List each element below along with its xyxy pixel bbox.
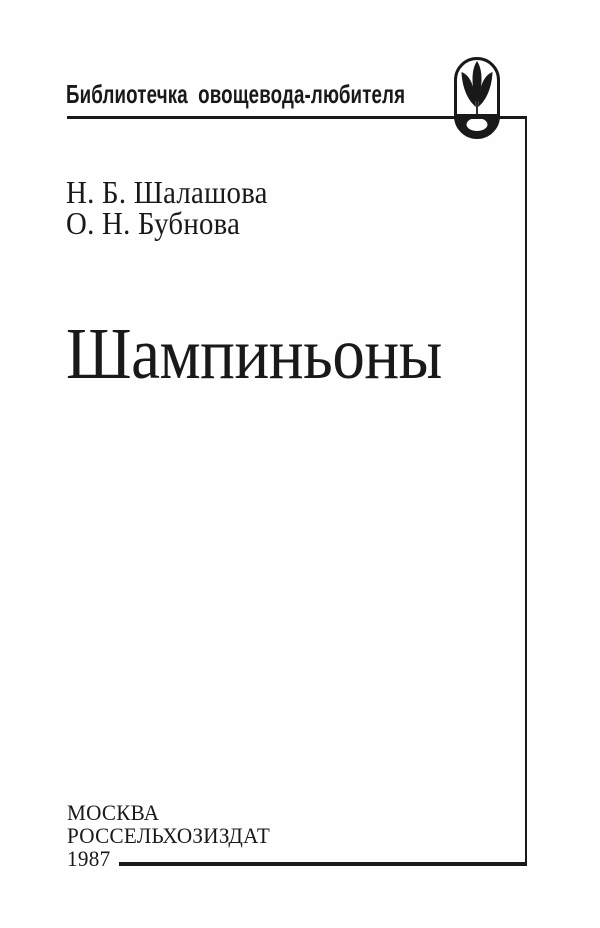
author-line: Н. Б. Шалашова [66, 174, 268, 210]
series-label: Библиотечка овощевода-любителя [66, 79, 406, 109]
book-title: Шампиньоны [66, 313, 442, 394]
author-line: О. Н. Бубнова [66, 205, 241, 241]
imprint-city: МОСКВА [67, 800, 160, 825]
series-rule [67, 116, 527, 119]
publisher-plant-logo-icon [454, 57, 500, 139]
imprint-block [67, 801, 270, 870]
imprint-publisher: РОССЕЛЬХОЗИЗДАТ [67, 823, 271, 848]
imprint-year: 1987 [67, 846, 111, 871]
authors-block [66, 174, 268, 241]
frame-right-border [525, 116, 527, 866]
